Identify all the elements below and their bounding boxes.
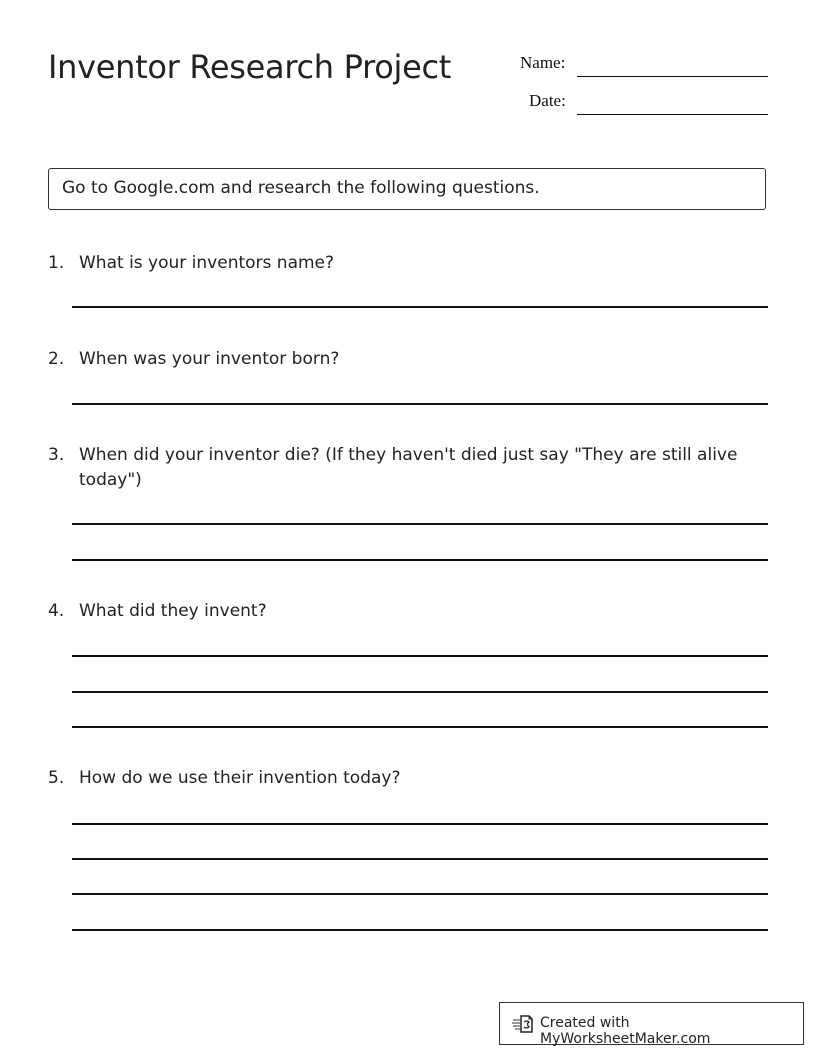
question-4-number: 4. xyxy=(48,601,65,621)
answer-line xyxy=(72,929,768,931)
answer-line xyxy=(72,403,768,405)
footer-credit-text: Created with MyWorksheetMaker.com xyxy=(540,1015,711,1047)
answer-line xyxy=(72,306,768,308)
date-field-line xyxy=(577,114,768,115)
page-title: Inventor Research Project xyxy=(48,48,452,86)
question-3-text: When did your inventor die? (If they haven't died just say "They are still alive today") xyxy=(79,445,738,490)
answer-line xyxy=(72,559,768,561)
question-3-number: 3. xyxy=(48,445,65,465)
question-1-text: What is your inventors name? xyxy=(79,253,335,273)
date-label: Date: xyxy=(529,91,566,110)
answer-line xyxy=(72,726,768,728)
answer-line xyxy=(72,893,768,895)
answer-line xyxy=(72,523,768,525)
name-field-line xyxy=(577,76,768,77)
question-2-number: 2. xyxy=(48,349,65,369)
name-label: Name: xyxy=(520,53,566,72)
answer-line xyxy=(72,691,768,693)
instructions-box: Go to Google.com and research the following questions. xyxy=(48,168,766,210)
worksheet-maker-logo-icon xyxy=(512,1014,534,1034)
question-5-number: 5. xyxy=(48,768,65,788)
question-1-number: 1. xyxy=(48,253,65,273)
answer-line xyxy=(72,823,768,825)
footer-badge[interactable] xyxy=(499,1002,804,1045)
question-2-text: When was your inventor born? xyxy=(79,349,340,369)
answer-line xyxy=(72,655,768,657)
answer-line xyxy=(72,858,768,860)
question-4-text: What did they invent? xyxy=(79,601,267,621)
question-5-text: How do we use their invention today? xyxy=(79,768,401,788)
